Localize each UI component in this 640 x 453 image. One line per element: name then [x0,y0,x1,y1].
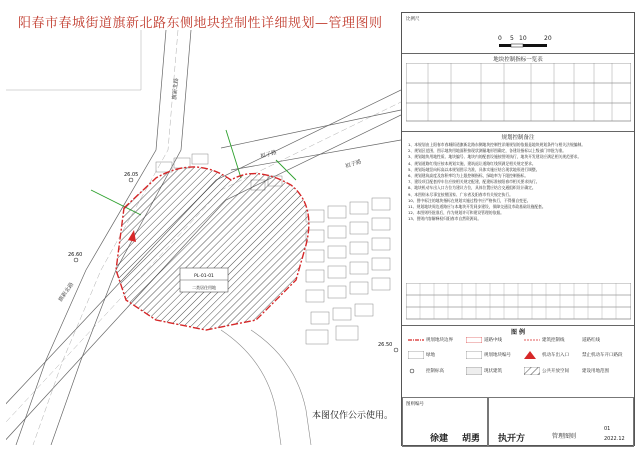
road-label: 拟子路 [344,159,363,170]
legend-label: 现状建筑 [484,369,502,374]
legend-label: 控制标高 [426,369,444,374]
road-label: 旗新北路 [57,281,76,304]
note-line: 10、图中标注的地块指标在规划实施过程中应严格执行，不得擅自变更。 [408,197,531,203]
scale-tick: 20 [544,35,552,42]
note-line: 9、本图则未尽事宜按照国家、广东省及阳春市有关规定执行。 [408,191,513,197]
scale-tick: 10 [519,35,527,42]
legend-label: 规划地块边界 [426,338,453,343]
note-line: 2、规划区范围，图示地块用地面积按现状测量地形图确定，各建设指标以上级部门审批为准。 [408,148,567,154]
index-table [406,63,631,123]
note-line: 6、规划建筑高度及容积率均为上限控制指标，绿地率为下限控制指标。 [408,172,529,178]
index-table-title: 地块控制指标一览表 [493,57,543,63]
drawing-code-label: 图则编号 [406,402,424,407]
legend-label: 建设用地范围 [582,369,609,374]
legend-label: 禁止机动车开口路段 [582,353,623,358]
drawing-date: 2022.12 [604,436,625,442]
legend-label: 规划地块编号 [484,353,511,358]
legend-label: 道路红线 [582,338,600,343]
note-line: 5、规划场地竖向标高以本规划图示为准，具体实施应结合现状地形进行调整。 [408,166,540,172]
plot-use: 二类居住用地 [192,285,216,290]
legend-title: 图 例 [510,329,526,336]
legend-label: 道路中线 [484,338,502,343]
zoning-map [6,30,401,445]
info-panel [401,12,635,446]
note-line: 3、规划地块用地性质、地块编号、地块内的配套设施按图则执行，地块开发建设应满足相关规范要求。 [408,154,582,160]
elevation-label: 26.60 [68,252,83,258]
legend-label: 公共开放空间 [542,369,569,374]
planning-plot [116,167,309,330]
sheet-name: 管理图则 [552,433,577,440]
plot-code: PL-01-01 [194,274,214,279]
elevation-label: 26.05 [124,172,139,178]
road-label: 拟子路 [259,149,278,160]
note-line: 13、图则内容解释权归阳春市自然资源局。 [408,216,482,222]
note-line: 8、地块机动车出入口方位为建议方位，具体位置应结合交通组织设计确定。 [408,185,536,191]
signature: 执开方 [498,434,526,444]
note-line: 7、建设项目配套停车位应按相关规定配建，配建标准按阳春市相关要求执行。 [408,179,540,185]
drawing-number: 01 [604,426,611,432]
elevation-label: 26.50 [378,342,393,348]
note-line: 12、本图则经批准后，作为规划许可和建设管理的依据。 [408,210,504,216]
note-line: 1、本规划由上阳春市春城街道旗新北路东侧地块控制性详细规划的依据是地块规划条件与相关法规编制。 [408,142,586,147]
notes-list [408,142,630,222]
scale-tick: 5 [510,35,514,42]
signature: 胡勇 [462,434,481,444]
page-title: 阳春市春城街道旗新北路东侧地块控制性详细规划—管理图则 [18,16,383,31]
map-caption: 本图仅作公示使用。 [312,411,394,421]
signature: 徐建 [430,434,449,444]
road-label: 旗新北路 [172,77,180,101]
notes-title: 规划控制备注 [501,135,535,141]
legend-label: 绿地 [426,353,435,358]
scale-tick: 0 [498,35,502,42]
scale-label: 比例尺 [406,17,420,22]
legend-label: 机动车出入口 [542,353,569,358]
note-line: 11、规划地块周边道路应与本地块开发同步建设，保障交通及市政基础设施配套。 [408,203,546,209]
note-line: 4、规划道路红线应按本规划实施，建筑退让道路红线须满足相关规定要求。 [408,160,536,166]
coordinate-table [406,283,631,323]
legend-label: 建筑控制线 [542,338,565,343]
